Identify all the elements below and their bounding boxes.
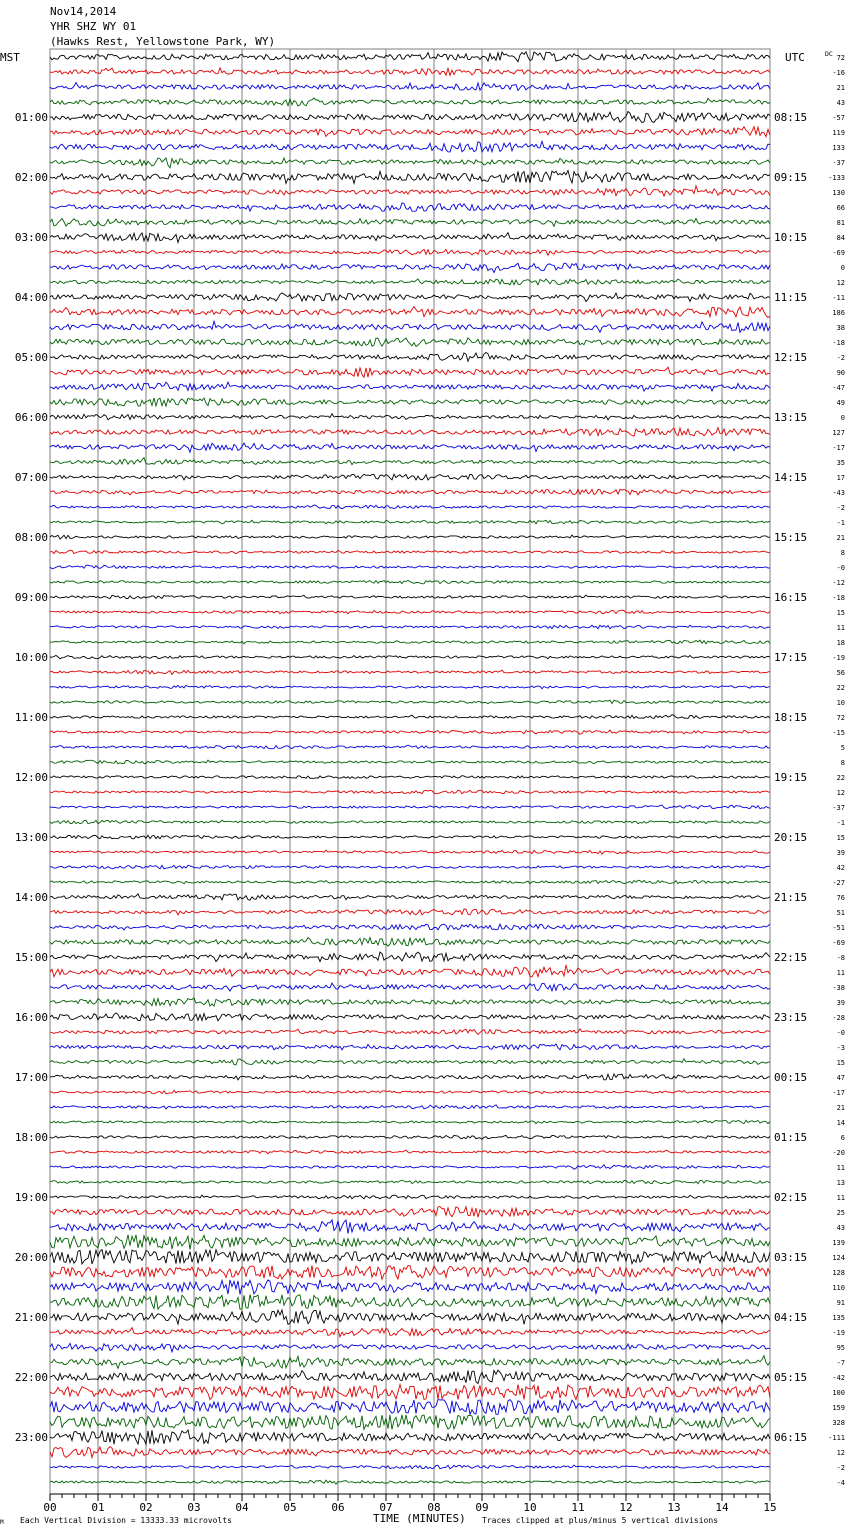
dc-offset-label: -8: [836, 954, 845, 962]
trace-22: [50, 382, 770, 391]
location-label: (Hawks Rest, Yellowstone Park, WY): [50, 35, 276, 48]
dc-offset-label: 25: [836, 1209, 845, 1217]
trace-30: [50, 505, 770, 509]
right-hour-label: 02:15: [774, 1191, 808, 1204]
trace-18: [50, 321, 770, 332]
dc-offset-label: -27: [832, 879, 845, 887]
dc-offset-label: 15: [836, 1059, 845, 1067]
dc-offset-label: -38: [832, 984, 845, 992]
dc-offset-label: 128: [832, 1269, 845, 1277]
trace-5: [50, 127, 770, 137]
dc-offset-label: 0: [840, 414, 845, 422]
dc-offset-label: 66: [836, 204, 845, 212]
plot-frame: [50, 49, 770, 1494]
dc-offset-label: 135: [832, 1314, 845, 1322]
x-tick-label: 11: [571, 1501, 585, 1514]
trace-29: [50, 489, 770, 495]
right-hour-label: 14:15: [774, 471, 808, 484]
left-hour-label: 21:00: [14, 1311, 48, 1324]
trace-67: [50, 1059, 770, 1065]
left-hour-label: 23:00: [14, 1431, 48, 1444]
x-tick-label: 13: [667, 1501, 681, 1514]
trace-58: [50, 924, 770, 930]
trace-48: [50, 776, 770, 779]
dc-offset-label: 12: [836, 789, 845, 797]
trace-43: [50, 700, 770, 704]
dc-offset-label: 39: [836, 999, 845, 1007]
trace-3: [50, 98, 770, 106]
dc-offset-label: 21: [836, 84, 845, 92]
dc-offset-label: 95: [836, 1344, 845, 1352]
x-tick-label: 10: [523, 1501, 537, 1514]
trace-73: [50, 1150, 770, 1153]
dc-offset-label: 18: [836, 639, 845, 647]
dc-offset-label: -11: [832, 294, 845, 302]
trace-8: [50, 170, 770, 183]
trace-20: [50, 352, 770, 361]
trace-38: [50, 625, 770, 629]
right-hour-label: 10:15: [774, 231, 808, 244]
dc-offset-label: 100: [832, 1389, 845, 1397]
right-hour-label: 01:15: [774, 1131, 808, 1144]
x-tick-label: 02: [139, 1501, 153, 1514]
dc-offset-label: -43: [832, 489, 845, 497]
left-hour-label: 09:00: [14, 591, 48, 604]
trace-0: [50, 52, 770, 62]
trace-33: [50, 550, 770, 554]
x-tick-label: 00: [43, 1501, 57, 1514]
trace-28: [50, 474, 770, 480]
dc-offset-label: -0: [836, 564, 845, 572]
dc-offset-label: 84: [836, 234, 845, 242]
trace-21: [50, 367, 770, 377]
dc-offset-label: 47: [836, 1074, 845, 1082]
dc-offset-label: 35: [836, 459, 845, 467]
x-tick-label: 12: [619, 1501, 633, 1514]
trace-27: [50, 458, 770, 465]
trace-81: [50, 1266, 770, 1280]
trace-71: [50, 1120, 770, 1123]
x-tick-label: 04: [235, 1501, 249, 1514]
right-hour-label: 05:15: [774, 1371, 808, 1384]
scale-note: Each Vertical Division = 13333.33 microvolts: [20, 1516, 232, 1525]
trace-15: [50, 279, 770, 285]
trace-75: [50, 1180, 770, 1184]
dc-offset-label: 6: [840, 1134, 845, 1142]
dc-offset-label: 22: [836, 684, 845, 692]
dc-offset-label: -69: [832, 249, 845, 257]
trace-79: [50, 1235, 770, 1250]
dc-offset-label: 124: [832, 1254, 845, 1262]
dc-offset-label: 91: [836, 1299, 845, 1307]
trace-46: [50, 745, 770, 749]
trace-90: [50, 1400, 770, 1415]
dc-offset-label: -2: [836, 504, 845, 512]
dc-offset-label: -7: [836, 1359, 845, 1367]
left-hour-label: 16:00: [14, 1011, 48, 1024]
trace-64: [50, 1013, 770, 1021]
right-hour-label: 15:15: [774, 531, 808, 544]
right-hour-label: 04:15: [774, 1311, 808, 1324]
left-hour-label: 20:00: [14, 1251, 48, 1264]
dc-offset-label: 38: [836, 324, 845, 332]
dc-offset-label: -19: [832, 654, 845, 662]
dc-offset-label: 8: [840, 759, 845, 767]
trace-31: [50, 520, 770, 524]
date-label: Nov14,2014: [50, 5, 117, 18]
left-hour-label: 02:00: [14, 171, 48, 184]
left-timezone-label: MST: [0, 51, 20, 64]
x-tick-label: 06: [331, 1501, 345, 1514]
dc-offset-label: -2: [836, 354, 845, 362]
x-tick-label: 03: [187, 1501, 201, 1514]
dc-offset-label: -20: [832, 1149, 845, 1157]
trace-89: [50, 1385, 770, 1400]
trace-57: [50, 909, 770, 915]
dc-offset-label: -12: [832, 579, 845, 587]
trace-17: [50, 307, 770, 318]
dc-offset-label: -19: [832, 1329, 845, 1337]
trace-32: [50, 535, 770, 539]
dc-offset-label: 49: [836, 399, 845, 407]
dc-offset-label: 76: [836, 894, 845, 902]
right-hour-label: 21:15: [774, 891, 808, 904]
trace-91: [50, 1415, 770, 1430]
dc-offset-label: -111: [828, 1434, 845, 1442]
trace-63: [50, 998, 770, 1006]
left-hour-label: 10:00: [14, 651, 48, 664]
right-hour-label: 03:15: [774, 1251, 808, 1264]
dc-offset-label: 11: [836, 969, 845, 977]
dc-offset-label: 328: [832, 1419, 845, 1427]
dc-offset-label: 159: [832, 1404, 845, 1412]
trace-7: [50, 158, 770, 168]
dc-offset-label: 110: [832, 1284, 845, 1292]
dc-offset-label: 11: [836, 1164, 845, 1172]
dc-offset-label: -37: [832, 159, 845, 167]
right-hour-label: 13:15: [774, 411, 808, 424]
x-tick-label: 14: [715, 1501, 729, 1514]
trace-53: [50, 850, 770, 854]
dc-offset-label: -69: [832, 939, 845, 947]
trace-68: [50, 1074, 770, 1080]
trace-60: [50, 952, 770, 962]
trace-95: [50, 1480, 770, 1484]
dc-offset-label: 12: [836, 1449, 845, 1457]
trace-86: [50, 1343, 770, 1351]
right-timezone-label: UTC: [785, 51, 805, 64]
dc-offset-label: -4: [836, 1479, 845, 1487]
trace-80: [50, 1250, 770, 1264]
trace-4: [50, 112, 770, 123]
trace-34: [50, 565, 770, 569]
left-hour-label: 15:00: [14, 951, 48, 964]
trace-44: [50, 715, 770, 719]
left-hour-label: 13:00: [14, 831, 48, 844]
trace-40: [50, 655, 770, 658]
dc-offset-label: -18: [832, 594, 845, 602]
trace-11: [50, 218, 770, 226]
dc-offset-label: 21: [836, 1104, 845, 1112]
dc-offset-label: -47: [832, 384, 845, 392]
trace-84: [50, 1310, 770, 1324]
trace-1: [50, 68, 770, 76]
dc-offset-label: 14: [836, 1119, 845, 1127]
dc-offset-label: 8: [840, 549, 845, 557]
dc-offset-label: 0: [840, 264, 845, 272]
right-hour-label: 06:15: [774, 1431, 808, 1444]
dc-offset-label: 72: [836, 714, 845, 722]
trace-85: [50, 1328, 770, 1337]
dc-offset-label: 11: [836, 624, 845, 632]
trace-92: [50, 1430, 770, 1444]
dc-offset-label: 39: [836, 849, 845, 857]
corner-mark: M: [0, 1519, 4, 1526]
dc-offset-label: 43: [836, 99, 845, 107]
trace-72: [50, 1135, 770, 1139]
trace-66: [50, 1044, 770, 1050]
dc-offset-label: 15: [836, 834, 845, 842]
dc-offset-label: 130: [832, 189, 845, 197]
trace-49: [50, 790, 770, 794]
dc-offset-label: -42: [832, 1374, 845, 1382]
left-hour-label: 11:00: [14, 711, 48, 724]
dc-offset-label: -16: [832, 69, 845, 77]
trace-82: [50, 1280, 770, 1295]
trace-10: [50, 203, 770, 212]
trace-62: [50, 983, 770, 991]
dc-offset-label: 15: [836, 609, 845, 617]
trace-88: [50, 1370, 770, 1383]
left-hour-label: 05:00: [14, 351, 48, 364]
x-tick-label: 01: [91, 1501, 105, 1514]
left-hour-label: 14:00: [14, 891, 48, 904]
trace-19: [50, 338, 770, 347]
dc-offset-label: -3: [836, 1044, 845, 1052]
dc-offset-label: 12: [836, 279, 845, 287]
trace-2: [50, 83, 770, 91]
x-tick-label: 08: [427, 1501, 441, 1514]
right-hour-label: 23:15: [774, 1011, 808, 1024]
dc-offset-label: 133: [832, 144, 845, 152]
right-hour-label: 20:15: [774, 831, 808, 844]
dc-offset-label: -28: [832, 1014, 845, 1022]
trace-55: [50, 880, 770, 884]
dc-offset-label: 127: [832, 429, 845, 437]
dc-header-label: DC: [825, 50, 833, 58]
trace-25: [50, 428, 770, 437]
left-hour-label: 03:00: [14, 231, 48, 244]
left-hour-label: 12:00: [14, 771, 48, 784]
trace-61: [50, 965, 770, 977]
x-tick-label: 09: [475, 1501, 489, 1514]
dc-offset-label: -18: [832, 339, 845, 347]
dc-offset-label: -0: [836, 1029, 845, 1037]
trace-24: [50, 414, 770, 420]
trace-56: [50, 894, 770, 900]
left-hour-label: 08:00: [14, 531, 48, 544]
trace-45: [50, 730, 770, 734]
dc-offset-label: 17: [836, 474, 845, 482]
trace-12: [50, 233, 770, 243]
dc-offset-label: 56: [836, 669, 845, 677]
trace-39: [50, 640, 770, 644]
trace-16: [50, 293, 770, 302]
station-label: YHR SHZ WY 01: [50, 20, 137, 33]
left-hour-label: 01:00: [14, 111, 48, 124]
dc-offset-label: 10: [836, 699, 845, 707]
dc-offset-label: -37: [832, 804, 845, 812]
trace-77: [50, 1207, 770, 1218]
trace-50: [50, 805, 770, 809]
x-tick-label: 07: [379, 1501, 393, 1514]
trace-51: [50, 820, 770, 824]
trace-35: [50, 580, 770, 583]
dc-offset-label: 5: [840, 744, 845, 752]
left-hour-label: 07:00: [14, 471, 48, 484]
trace-6: [50, 141, 770, 152]
left-hour-label: 19:00: [14, 1191, 48, 1204]
right-hour-label: 19:15: [774, 771, 808, 784]
trace-36: [50, 595, 770, 599]
x-tick-label: 15: [763, 1501, 777, 1514]
trace-65: [50, 1029, 770, 1035]
dc-offset-label: -2: [836, 1464, 845, 1472]
trace-41: [50, 670, 770, 674]
trace-23: [50, 398, 770, 406]
trace-94: [50, 1465, 770, 1469]
dc-offset-label: -57: [832, 114, 845, 122]
left-hour-label: 17:00: [14, 1071, 48, 1084]
dc-offset-label: 42: [836, 864, 845, 872]
trace-13: [50, 249, 770, 255]
dc-offset-label: 51: [836, 909, 845, 917]
trace-83: [50, 1295, 770, 1310]
trace-93: [50, 1447, 770, 1458]
dc-offset-label: 43: [836, 1224, 845, 1232]
trace-42: [50, 685, 770, 688]
trace-26: [50, 443, 770, 452]
dc-offset-label: -17: [832, 444, 845, 452]
trace-69: [50, 1090, 770, 1094]
dc-offset-label: 11: [836, 1194, 845, 1202]
trace-14: [50, 263, 770, 272]
dc-offset-label: 22: [836, 774, 845, 782]
trace-87: [50, 1356, 770, 1369]
trace-54: [50, 865, 770, 869]
trace-47: [50, 760, 770, 764]
dc-offset-label: 13: [836, 1179, 845, 1187]
right-hour-label: 18:15: [774, 711, 808, 724]
right-hour-label: 09:15: [774, 171, 808, 184]
dc-offset-label: 72: [836, 54, 845, 62]
right-hour-label: 12:15: [774, 351, 808, 364]
dc-offset-label: -51: [832, 924, 845, 932]
right-hour-label: 11:15: [774, 291, 808, 304]
right-hour-label: 08:15: [774, 111, 808, 124]
trace-76: [50, 1195, 770, 1199]
dc-offset-label: 81: [836, 219, 845, 227]
left-hour-label: 18:00: [14, 1131, 48, 1144]
right-hour-label: 00:15: [774, 1071, 808, 1084]
clip-note: Traces clipped at plus/minus 5 vertical divisions: [482, 1516, 719, 1525]
dc-offset-label: -15: [832, 729, 845, 737]
trace-70: [50, 1105, 770, 1109]
right-hour-label: 17:15: [774, 651, 808, 664]
right-hour-label: 22:15: [774, 951, 808, 964]
dc-offset-label: -1: [836, 819, 845, 827]
dc-offset-label: -1: [836, 519, 845, 527]
trace-59: [50, 938, 770, 947]
dc-offset-label: 119: [832, 129, 845, 137]
left-hour-label: 22:00: [14, 1371, 48, 1384]
trace-9: [50, 186, 770, 196]
dc-offset-label: -133: [828, 174, 845, 182]
trace-78: [50, 1220, 770, 1234]
left-hour-label: 06:00: [14, 411, 48, 424]
dc-offset-label: 186: [832, 309, 845, 317]
dc-offset-label: 90: [836, 369, 845, 377]
trace-74: [50, 1165, 770, 1169]
left-hour-label: 04:00: [14, 291, 48, 304]
x-axis-title: TIME (MINUTES): [373, 1512, 466, 1525]
dc-offset-label: -17: [832, 1089, 845, 1097]
trace-52: [50, 835, 770, 839]
x-tick-label: 05: [283, 1501, 297, 1514]
right-hour-label: 16:15: [774, 591, 808, 604]
dc-offset-label: 139: [832, 1239, 845, 1247]
dc-offset-label: 21: [836, 534, 845, 542]
trace-37: [50, 610, 770, 614]
